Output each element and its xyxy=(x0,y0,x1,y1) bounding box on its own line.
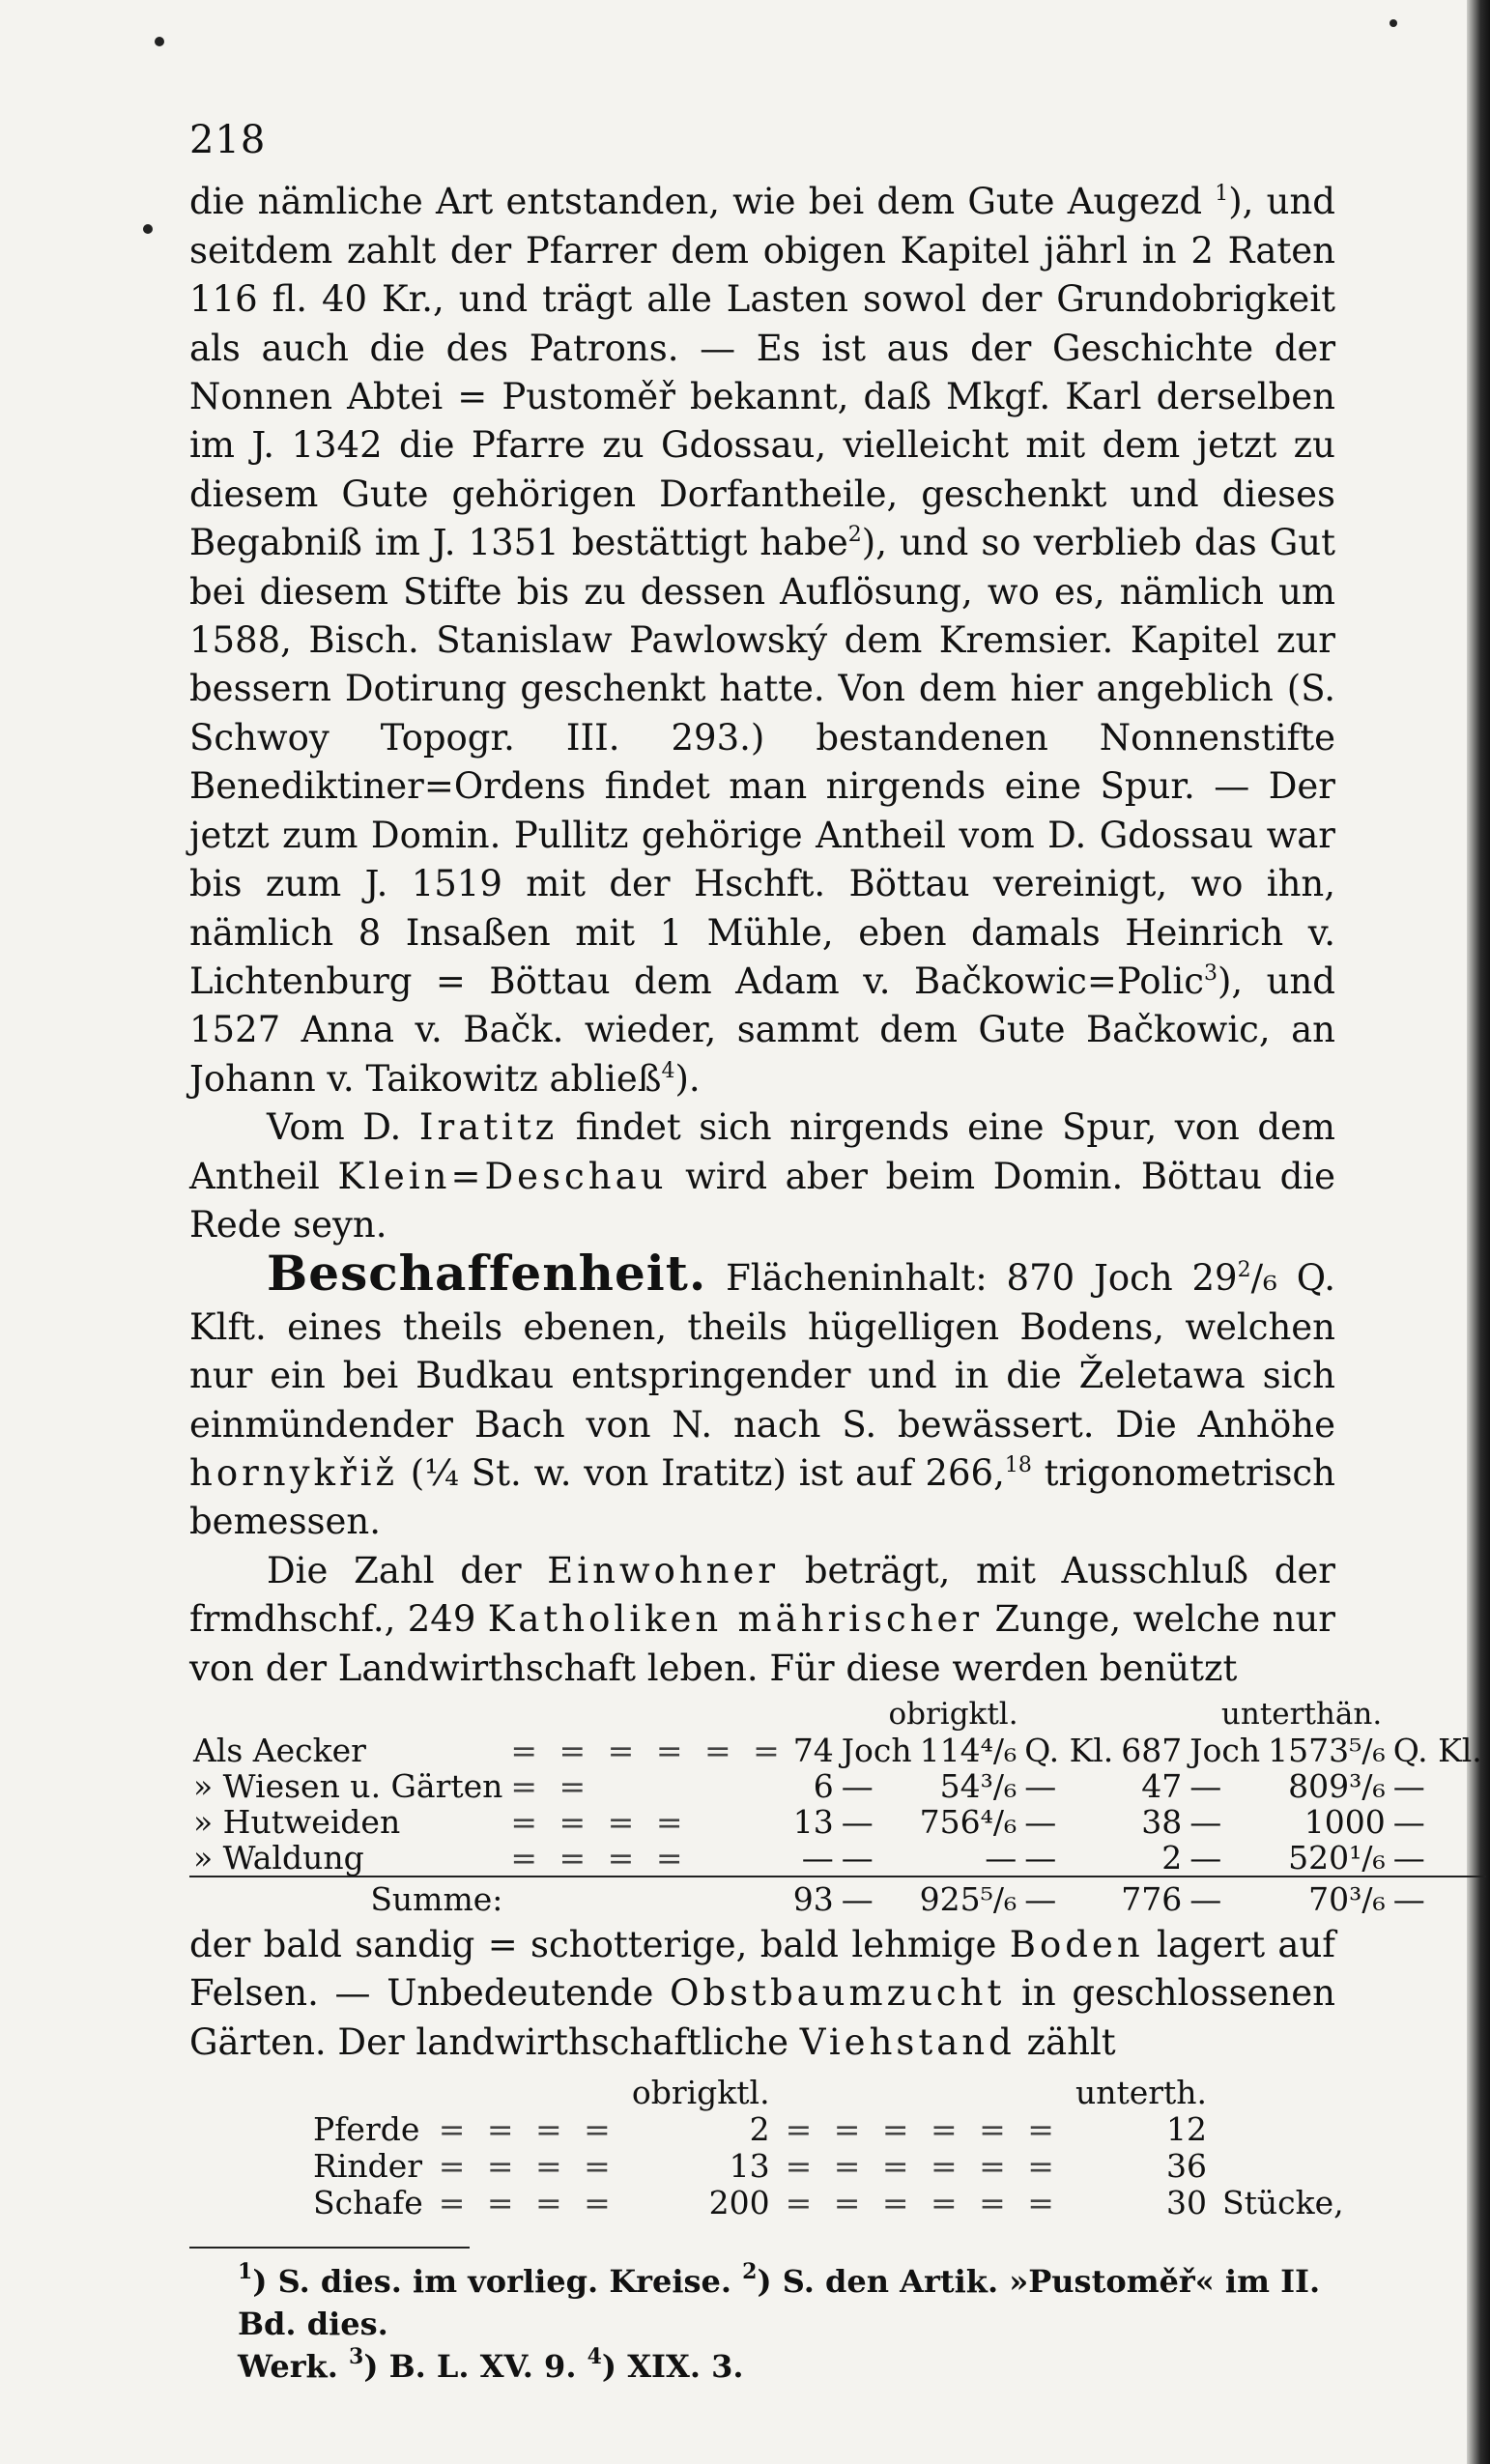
cell-d: 70³/₆ xyxy=(1264,1877,1390,1917)
cell-d-unit: Q. Kl. xyxy=(1392,1732,1482,1769)
book-page xyxy=(189,116,1482,2388)
ink-dot xyxy=(143,224,153,234)
cell-dots1: = = = = xyxy=(438,2184,616,2222)
spaced-term: Katholiken mährischer xyxy=(487,1598,984,1641)
ink-dot xyxy=(155,37,164,46)
text-run: ) B. L. XV. 9. xyxy=(363,2348,587,2386)
land-table-header xyxy=(189,1697,1486,1733)
footnote-marker: 18 xyxy=(1004,1452,1032,1477)
cell-c: 47 xyxy=(1141,1767,1183,1805)
page-number: 218 xyxy=(189,118,267,162)
footnote-marker: 3 xyxy=(349,2344,364,2370)
text-run: die nämliche Art entstanden, wie bei dem Gute Augezd xyxy=(189,181,1216,223)
cell-label: Rinder xyxy=(313,2147,423,2186)
cell-a-unit: — xyxy=(838,1877,916,1917)
cell-c: 776 xyxy=(1117,1877,1186,1917)
spaced-term: Iratitz xyxy=(418,1106,559,1149)
footnote-rule xyxy=(189,2247,470,2249)
cell-a-unit: — xyxy=(841,1839,874,1877)
cell-b: 54³/₆ xyxy=(939,1767,1017,1805)
cell-d: 520¹/₆ xyxy=(1288,1839,1386,1877)
text-run: Werk. xyxy=(238,2348,349,2386)
ink-dot xyxy=(1390,19,1397,27)
cell-a-unit: — xyxy=(841,1803,874,1841)
cell-suffix xyxy=(1215,2111,1352,2148)
section-heading: Beschaffenheit. xyxy=(267,1245,707,1303)
footnote-marker: 2 xyxy=(742,2259,758,2285)
cell-a: 13 xyxy=(792,1803,834,1841)
spaced-term: Klein=Deschau xyxy=(337,1155,668,1197)
text-run: ) S. den Artik. »Pustoměř« im II. Bd. dies. xyxy=(238,2263,1321,2343)
header-obrigktl: obrigktl. xyxy=(888,1697,1018,1732)
paragraph xyxy=(189,1103,1335,1249)
cell-c: 687 xyxy=(1121,1732,1183,1769)
leader-dots: = = = = xyxy=(510,1839,689,1877)
text-run: ) XIX. 3. xyxy=(601,2348,744,2386)
cell-b: 114⁴/₆ xyxy=(919,1732,1017,1769)
sum-row xyxy=(189,1877,1486,1917)
cell-d-unit: — xyxy=(1392,1803,1425,1841)
cell-b: 12 xyxy=(1166,2110,1208,2149)
text-run: Die Zahl der xyxy=(267,1549,548,1591)
cell-b: — xyxy=(985,1839,1017,1877)
text-run: Vom D. xyxy=(267,1106,419,1149)
cell-dots2: = = = = = = xyxy=(785,2147,1060,2186)
header-obrigktl: obrigktl. xyxy=(631,2074,770,2112)
text-run: lagert auf Felsen. — Unbedeutende xyxy=(189,1924,1336,2015)
footnote-line xyxy=(189,2260,1335,2345)
paragraph-soil xyxy=(189,1921,1335,2067)
cell-b-unit: — xyxy=(1020,1877,1117,1917)
footnote-marker: 2 xyxy=(847,523,862,548)
cell-suffix xyxy=(1215,2148,1352,2185)
land-row xyxy=(189,1768,1486,1804)
text-run: (¼ St. w. von Iratitz) ist auf 266, xyxy=(397,1451,1005,1494)
text-run: der bald sandig = schotterige, bald lehmige xyxy=(189,1924,1010,1965)
leader-dots xyxy=(506,1877,788,1917)
land-row xyxy=(189,1733,1486,1768)
cell-a: 200 xyxy=(708,2184,770,2222)
livestock-row xyxy=(305,2111,1352,2148)
header-unterth: unterth. xyxy=(1075,2074,1208,2112)
footnote-marker: 2 xyxy=(1237,1258,1251,1283)
cell-d-unit: — xyxy=(1392,1839,1425,1877)
paragraph xyxy=(189,1245,1335,1546)
text-run: Zunge, welche nur von der Landwirthschaft leben. Für diese werden benützt xyxy=(189,1598,1335,1689)
cell-a: 93 xyxy=(789,1877,838,1917)
cell-a: 6 xyxy=(813,1767,834,1805)
spaced-term: Viehstand xyxy=(799,2020,1016,2063)
leader-dots: = = = = = = xyxy=(510,1732,786,1769)
paragraph xyxy=(189,178,1335,1103)
text-run: zählt xyxy=(1015,2020,1116,2063)
cell-b-unit: — xyxy=(1024,1839,1057,1877)
cell-c-unit: — xyxy=(1189,1767,1222,1805)
text-run: ), und 1527 Anna v. Bačk. wieder, sammt dem Gute Bačkowic, an Johann v. Taikowitz abließ xyxy=(189,960,1335,1100)
cell-c-unit: — xyxy=(1189,1803,1222,1841)
footnote-marker: 4 xyxy=(587,2344,602,2370)
cell-dots2: = = = = = = xyxy=(785,2184,1060,2222)
cell-d-unit: — xyxy=(1392,1767,1425,1805)
cell-dots1: = = = = xyxy=(438,2110,616,2149)
cell-b-unit: — xyxy=(1024,1803,1057,1841)
row-label: » Wiesen u. Gärten xyxy=(193,1767,503,1805)
livestock-row xyxy=(305,2148,1352,2185)
text-run: findet sich nirgends eine Spur, von dem Antheil xyxy=(189,1106,1335,1197)
livestock-row xyxy=(305,2185,1352,2221)
text-run: Flächeninhalt: 870 Joch 29 xyxy=(706,1257,1238,1300)
row-label: Als Aecker xyxy=(193,1732,366,1769)
footnote-marker: 1 xyxy=(1215,182,1229,207)
cell-a: 74 xyxy=(792,1732,834,1769)
cell-d: 1573⁵/₆ xyxy=(1268,1732,1386,1769)
footnote-marker: 3 xyxy=(1203,960,1218,986)
land-row xyxy=(189,1840,1486,1877)
text-run: ) S. dies. im vorlieg. Kreise. xyxy=(252,2263,743,2301)
text-run: beträgt, mit Ausschluß der frmdhschf., 249 xyxy=(189,1549,1335,1641)
cell-a: 13 xyxy=(729,2147,770,2186)
leader-dots: = = xyxy=(510,1767,592,1805)
cell-a-unit: — xyxy=(841,1767,874,1805)
text-run: ), und seitdem zahlt der Pfarrer dem obigen Kapitel jährl in 2 Raten 116 fl. 40 Kr., und trägt alle Lasten sowol der Grundobrigkeit als auch die des Patrons. — Es ist aus der Geschichte der Nonnen Abtei = Pustoměř bekannt, daß Mkgf. Karl derselben im J. 1342 die Pfarre zu Gdossau, vielleicht mit dem jetzt zu diesem Gute gehörigen Dorfantheile, geschenkt und dieses Begabniß im J. 1351 bestättigt habe xyxy=(189,181,1335,564)
footnote-marker: 4 xyxy=(661,1058,675,1083)
cell-b: 925⁵/₆ xyxy=(916,1877,1021,1917)
body-text xyxy=(189,178,1335,1693)
header-unterthan: unterthän. xyxy=(1220,1697,1383,1732)
cell-a-unit: Joch xyxy=(841,1732,912,1769)
footnote-line xyxy=(189,2345,1335,2388)
cell-a: — xyxy=(801,1839,834,1877)
spaced-term: hornykřiž xyxy=(189,1451,398,1494)
leader-dots: = = = = xyxy=(510,1803,689,1841)
cell-c-unit: — xyxy=(1189,1839,1222,1877)
spaced-term: Obstbaumzucht xyxy=(670,1972,1006,2015)
text-run: /₆ Q. Klft. eines theils ebenen, theils hügelligen Bodens, welchen nur ein bei Budkau entspringender und in die Želetawa sich einmündender Bach von N. nach S. bewässert. Die Anhöhe xyxy=(189,1257,1335,1446)
land-use-table xyxy=(189,1697,1486,1917)
sum-label: Summe: xyxy=(189,1877,506,1917)
text-run: wird aber beim Domin. Böttau die Rede seyn. xyxy=(189,1155,1335,1246)
cell-b: 756⁴/₆ xyxy=(919,1803,1017,1841)
text-run: ), und so verblieb das Gut bei diesem Stifte bis zu dessen Auflösung, wo es, nämlich um 1588, Bisch. Stanislaw Pawlowský dem Kremsier. Kapitel zur bessern Dotirung geschenkt hatte. Von dem hier angeblich (S. Schwoy Topogr. III. 293.) bestandenen Nonnenstifte Benediktiner=Ordens findet man nirgends eine Spur. — Der jetzt zum Domin. Pullitz gehörige Antheil vom D. Gdossau war bis zum J. 1519 mit der Hschft. Böttau vereinigt, wo ihn, nämlich 8 Insaßen mit 1 Mühle, eben damals Heinrich v. Lichtenburg = Böttau dem Adam v. Bačkowic=Polic xyxy=(189,522,1335,1002)
cell-c: 38 xyxy=(1141,1803,1183,1841)
cell-c: 2 xyxy=(1161,1839,1183,1877)
cell-dots1: = = = = xyxy=(438,2147,616,2186)
cell-b-unit: Q. Kl. xyxy=(1024,1732,1114,1769)
cell-d: 1000 xyxy=(1304,1803,1386,1841)
paragraph xyxy=(189,1547,1335,1693)
cell-label: Schafe xyxy=(313,2184,423,2222)
spaced-term: Einwohner xyxy=(547,1549,780,1591)
cell-dots2: = = = = = = xyxy=(785,2110,1060,2149)
cell-d-unit: — xyxy=(1390,1877,1486,1917)
cell-d: 809³/₆ xyxy=(1288,1767,1386,1805)
row-label: » Hutweiden xyxy=(193,1803,401,1841)
cell-b: 36 xyxy=(1166,2147,1208,2186)
livestock-table xyxy=(305,2075,1352,2221)
text-run: ). xyxy=(674,1057,701,1100)
cell-suffix: Stücke, xyxy=(1222,2184,1344,2222)
livestock-table-header xyxy=(305,2075,1352,2111)
cell-b-unit: — xyxy=(1024,1767,1057,1805)
cell-c-unit: — xyxy=(1186,1877,1264,1917)
cell-c-unit: Joch xyxy=(1189,1732,1261,1769)
row-label: » Waldung xyxy=(193,1839,364,1877)
cell-a: 2 xyxy=(749,2110,770,2149)
page-edge xyxy=(1467,0,1490,2464)
land-row xyxy=(189,1804,1486,1840)
text-run: in geschlossenen Gärten. Der landwirthschaftliche xyxy=(189,1972,1336,2063)
text-run: trigonometrisch bemessen. xyxy=(189,1451,1335,1543)
spaced-term: Boden xyxy=(1009,1924,1144,1965)
cell-b: 30 xyxy=(1166,2184,1208,2222)
footnote-marker: 1 xyxy=(238,2259,253,2285)
cell-label: Pferde xyxy=(313,2110,420,2149)
